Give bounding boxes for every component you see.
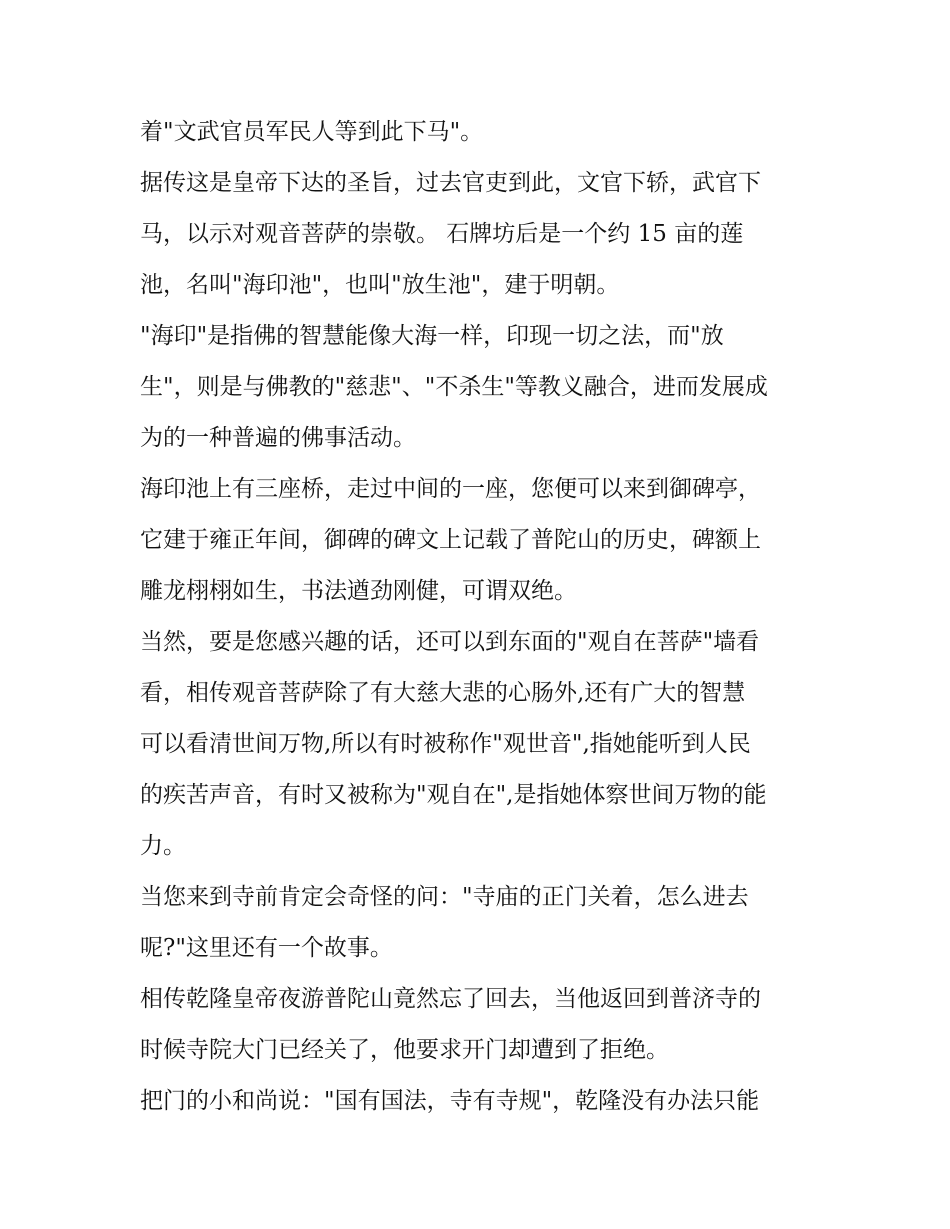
text-line: 当您来到寺前肯定会奇怪的问："寺庙的正门关着，怎么进去 (140, 884, 749, 910)
text-line: 为的一种普遍的佛事活动。 (140, 425, 416, 451)
text-line: 可以看清世间万物,所以有时被称作"观世音",指她能听到人民 (140, 731, 751, 757)
text-line: 相传乾隆皇帝夜游普陀山竟然忘了回去，当他返回到普济寺的 (140, 986, 761, 1012)
text-line: "海印"是指佛的智慧能像大海一样，印现一切之法，而"放 (140, 323, 724, 349)
text-line: 池，名叫"海印池"，也叫"放生池"，建于明朝。 (140, 272, 620, 298)
text-line: 时候寺院大门已经关了，他要求开门却遭到了拒绝。 (140, 1037, 669, 1063)
text-line: 的疾苦声音，有时又被称为"观自在",是指她体察世间万物的能 (140, 782, 767, 808)
text-line: 它建于雍正年间，御碑的碑文上记载了普陀山的历史，碑额上 (140, 527, 761, 553)
body-text (140, 107, 830, 1127)
text-line: 力。 (140, 833, 186, 859)
text-line: 当然，要是您感兴趣的话，还可以到东面的"观自在菩萨"墙看 (140, 629, 760, 655)
text-line: 看，相传观音菩萨除了有大慈大悲的心肠外,还有广大的智慧 (140, 680, 746, 706)
text-line: 雕龙栩栩如生，书法遒劲刚健，可谓双绝。 (140, 578, 577, 604)
text-line: 着"文武官员军民人等到此下马"。 (140, 119, 484, 145)
text-line: 生"，则是与佛教的"慈悲"、"不杀生"等教义融合，进而发展成 (140, 374, 768, 400)
text-line: 马，以示对观音菩萨的崇敬。 石牌坊后是一个约 15 亩的莲 (140, 221, 744, 247)
text-line: 把门的小和尚说："国有国法，寺有寺规"，乾隆没有办法只能 (140, 1088, 760, 1114)
text-line: 海印池上有三座桥，走过中间的一座，您便可以来到御碑亭， (140, 476, 761, 502)
text-line: 呢?"这里还有一个故事。 (140, 935, 393, 961)
text-line: 据传这是皇帝下达的圣旨，过去官吏到此，文官下轿，武官下 (140, 170, 761, 196)
